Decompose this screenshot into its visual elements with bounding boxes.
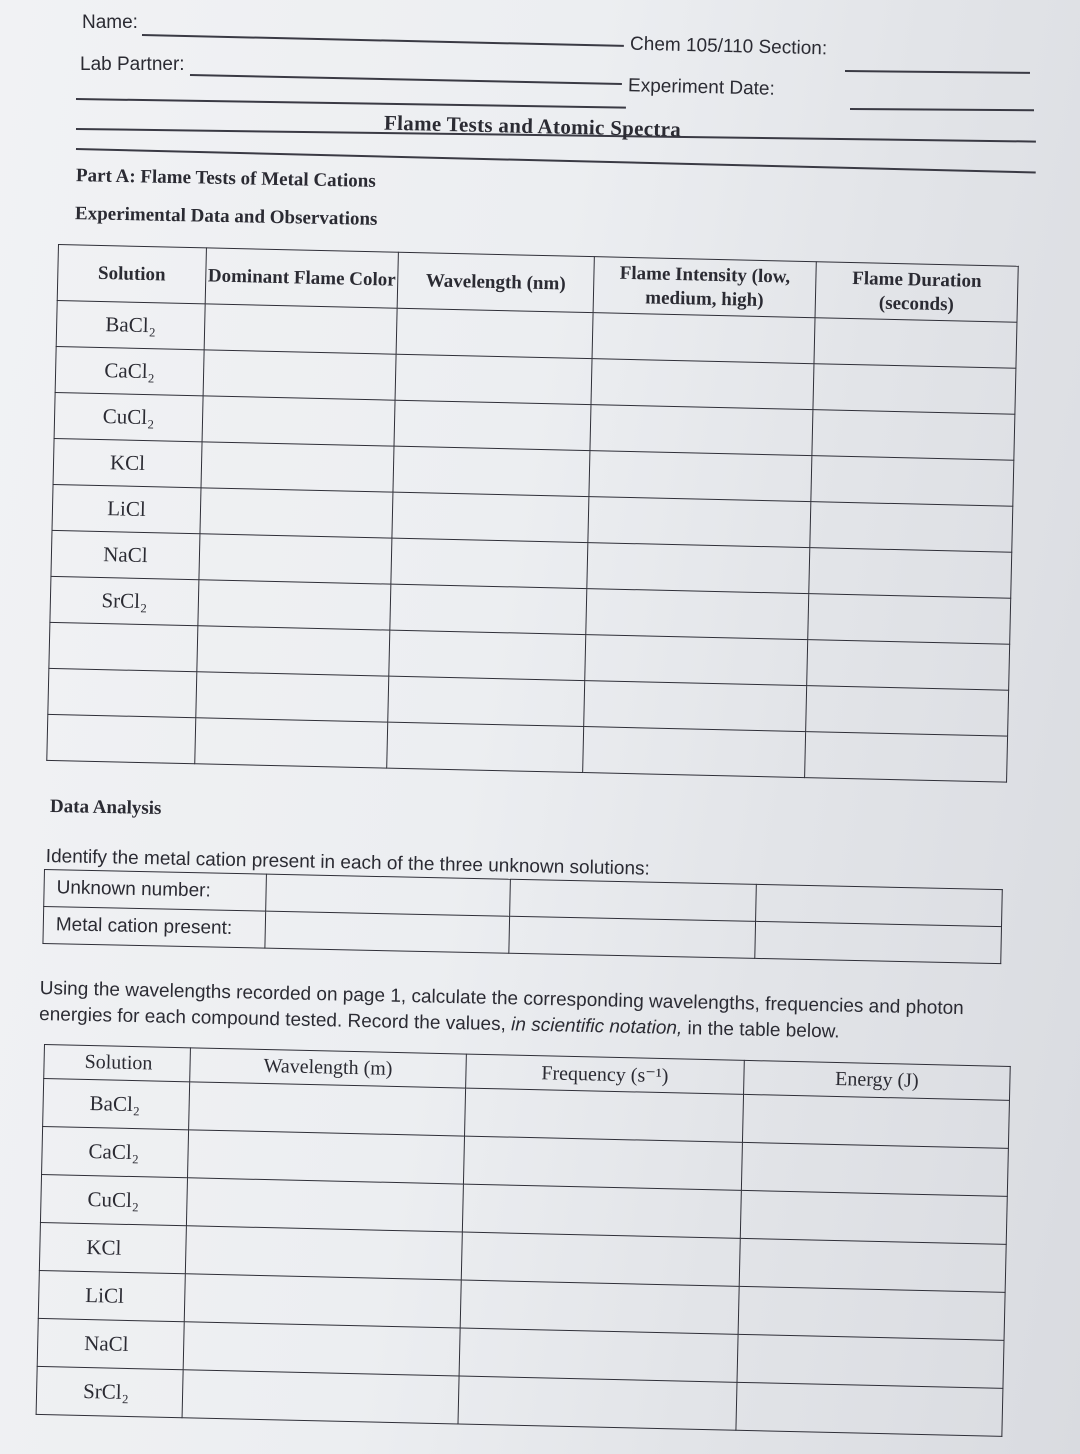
instructions-text-2: in the table below.: [681, 1018, 840, 1043]
solution-cell: [47, 714, 196, 763]
identify-prompt: Identify the metal cation present in each of the three unknown solutions:: [45, 846, 651, 880]
solution-cell: LiCl: [52, 484, 201, 533]
frequency-cell[interactable]: [461, 1232, 740, 1286]
flame-color-cell[interactable]: [196, 672, 389, 722]
wavelength-nm-cell[interactable]: [388, 676, 585, 726]
solution-cell: NaCl: [37, 1318, 184, 1369]
wavelength-nm-cell[interactable]: [387, 722, 584, 772]
col-header-wavelength-m: Wavelength (m): [190, 1048, 467, 1088]
flame-color-cell[interactable]: [202, 396, 395, 446]
wavelength-nm-cell[interactable]: [394, 400, 591, 450]
experiment-date-label: Experiment Date:: [627, 75, 776, 100]
energy-cell[interactable]: [740, 1190, 1007, 1244]
unknown-number-cell-2[interactable]: [510, 879, 757, 921]
solution-cell: LiCl: [38, 1270, 185, 1321]
intensity-cell[interactable]: [588, 497, 811, 548]
energy-cell[interactable]: [737, 1334, 1004, 1388]
lab-partner-line: [190, 74, 622, 85]
solution-cell: [49, 622, 198, 671]
col-header-frequency: Frequency (s⁻¹): [466, 1054, 745, 1094]
solution-cell: NaCl: [51, 530, 200, 579]
frequency-cell[interactable]: [460, 1280, 739, 1334]
section-line: [845, 70, 1030, 74]
instructions-text-1: Using the wavelengths recorded on page 1, calculate the corresponding wavelengths, frequencies and photon energies for each compound tested. Record the values,: [38, 977, 964, 1036]
wavelength-nm-cell[interactable]: [389, 630, 586, 680]
energy-cell[interactable]: [739, 1238, 1006, 1292]
frequency-cell[interactable]: [465, 1088, 744, 1142]
energy-cell[interactable]: [738, 1286, 1005, 1340]
wavelength-m-cell[interactable]: [185, 1226, 462, 1280]
intensity-cell[interactable]: [587, 543, 810, 594]
frequency-cell[interactable]: [458, 1376, 737, 1430]
wavelength-m-cell[interactable]: [189, 1082, 466, 1136]
intensity-cell[interactable]: [583, 727, 806, 778]
flame-color-cell[interactable]: [199, 534, 392, 584]
col-header-flame-duration: Flame Duration (seconds): [815, 262, 1018, 323]
lab-partner-label: Lab Partner:: [80, 54, 185, 75]
wavelength-nm-cell[interactable]: [390, 584, 587, 634]
col-header-energy: Energy (J): [744, 1060, 1011, 1100]
unknowns-table: [42, 869, 1002, 964]
flame-test-rows: [47, 300, 1017, 782]
wavelength-m-cell[interactable]: [184, 1274, 461, 1328]
flame-test-table-wrapper: [46, 244, 1018, 783]
col-header-flame-color: Dominant Flame Color: [205, 248, 398, 308]
calculation-instructions: [39, 976, 980, 1048]
energy-cell[interactable]: [736, 1382, 1003, 1436]
solution-cell: SrCl₂: [50, 576, 199, 625]
duration-cell[interactable]: [808, 594, 1011, 645]
duration-cell[interactable]: [807, 640, 1010, 691]
intensity-cell[interactable]: [585, 635, 808, 686]
intensity-cell[interactable]: [592, 313, 815, 364]
col-header-solution: Solution: [57, 245, 206, 304]
flame-color-cell[interactable]: [203, 350, 396, 400]
frequency-cell[interactable]: [462, 1184, 741, 1238]
flame-test-table: [46, 244, 1018, 783]
duration-cell[interactable]: [806, 686, 1009, 737]
solution-cell: KCl: [39, 1222, 186, 1273]
duration-cell[interactable]: [809, 548, 1012, 599]
name-line: [142, 34, 624, 47]
calculation-table: [36, 1044, 1011, 1437]
flame-color-cell[interactable]: [201, 442, 394, 492]
unknowns-table-wrapper: [42, 869, 1002, 964]
section-label: Chem 105/110 Section:: [629, 33, 828, 60]
unknown-number-cell-3[interactable]: [756, 884, 1003, 926]
solution-cell: KCl: [53, 438, 202, 487]
worksheet-title: Flame Tests and Atomic Spectra: [383, 110, 682, 142]
col-header-flame-intensity: Flame Intensity (low, medium, high): [593, 257, 816, 318]
part-a-heading: Part A: Flame Tests of Metal Cations: [75, 165, 376, 192]
wavelength-nm-cell[interactable]: [392, 492, 589, 542]
duration-cell[interactable]: [805, 732, 1008, 783]
intensity-cell[interactable]: [589, 451, 812, 502]
title-rule-upper: [76, 98, 626, 108]
unknown-number-label: Unknown number:: [44, 870, 267, 912]
energy-cell[interactable]: [741, 1142, 1008, 1196]
intensity-cell[interactable]: [590, 405, 813, 456]
solution-cell: CuCl₂: [54, 392, 203, 441]
duration-cell[interactable]: [810, 502, 1013, 553]
flame-color-cell[interactable]: [195, 718, 388, 768]
flame-color-cell[interactable]: [204, 304, 397, 354]
duration-cell[interactable]: [814, 318, 1017, 369]
duration-cell[interactable]: [812, 410, 1015, 461]
solution-cell: CaCl₂: [55, 346, 204, 395]
wavelength-nm-cell[interactable]: [395, 354, 592, 404]
wavelength-nm-cell[interactable]: [393, 446, 590, 496]
wavelength-m-cell[interactable]: [182, 1370, 459, 1424]
energy-cell[interactable]: [742, 1094, 1009, 1148]
flame-color-cell[interactable]: [197, 626, 390, 676]
calculation-rows: [36, 1079, 1009, 1437]
metal-cation-cell-3[interactable]: [755, 921, 1002, 963]
intensity-cell[interactable]: [584, 681, 807, 732]
frequency-cell[interactable]: [463, 1136, 742, 1190]
col-header-solution-2: Solution: [44, 1045, 191, 1082]
wavelength-m-cell[interactable]: [186, 1178, 463, 1232]
frequency-cell[interactable]: [459, 1328, 738, 1382]
name-label: Name:: [82, 12, 138, 33]
date-line: [850, 108, 1034, 111]
duration-cell[interactable]: [813, 364, 1016, 415]
wavelength-m-cell[interactable]: [188, 1130, 465, 1184]
wavelength-nm-cell[interactable]: [391, 538, 588, 588]
flame-color-cell[interactable]: [200, 488, 393, 538]
solution-cell: SrCl₂: [36, 1366, 183, 1417]
col-header-wavelength-nm: Wavelength (nm): [397, 252, 594, 312]
metal-cation-label: Metal cation present:: [43, 907, 266, 949]
flame-color-cell[interactable]: [198, 580, 391, 630]
duration-cell[interactable]: [811, 456, 1014, 507]
intensity-cell[interactable]: [591, 359, 814, 410]
metal-cation-cell-2[interactable]: [509, 916, 756, 958]
wavelength-m-cell[interactable]: [183, 1322, 460, 1376]
solution-cell: BaCl₂: [56, 300, 205, 349]
instructions-emphasis: in scientific notation,: [510, 1014, 683, 1040]
solution-cell: CaCl₂: [42, 1126, 189, 1177]
calculation-table-wrapper: [36, 1044, 1011, 1437]
metal-cation-cell-1[interactable]: [265, 911, 510, 953]
solution-cell: BaCl₂: [43, 1079, 190, 1130]
unknown-number-cell-1[interactable]: [266, 874, 511, 916]
intensity-cell[interactable]: [586, 589, 809, 640]
data-analysis-heading: Data Analysis: [49, 796, 162, 819]
solution-cell: CuCl₂: [40, 1174, 187, 1225]
wavelength-nm-cell[interactable]: [396, 308, 593, 358]
solution-cell: [48, 668, 197, 717]
part-a-subheading: Experimental Data and Observations: [74, 203, 378, 230]
